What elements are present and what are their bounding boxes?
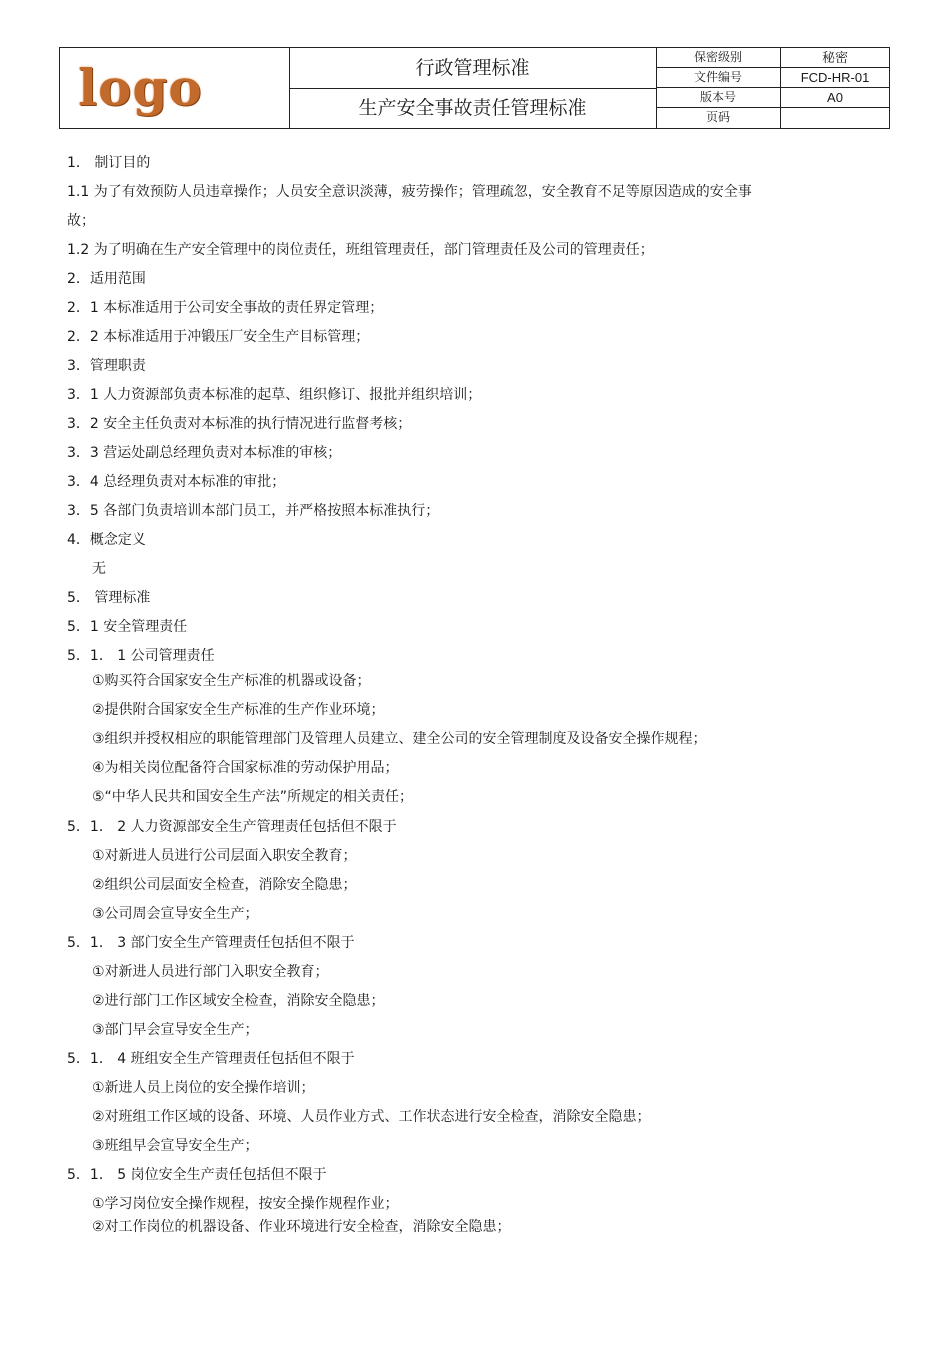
body-line: 无: [92, 561, 106, 577]
document-title: 生产安全事故责任管理标准: [289, 88, 657, 128]
page-number-value: [781, 108, 889, 128]
body-line: 2．1 本标准适用于公司安全事故的责任界定管理；: [67, 300, 384, 316]
body-line: 3．5 各部门负责培训本部门员工，并严格按照本标准执行；: [67, 503, 440, 519]
body-line: ⑤“中华人民共和国安全生产法”所规定的相关责任；: [92, 789, 414, 805]
document-number-label: 文件编号: [656, 68, 781, 88]
body-line: 5．1 安全管理责任: [67, 619, 188, 635]
document-header: [59, 47, 890, 129]
company-logo: logo: [78, 58, 203, 117]
body-line: 3．3 营运处副总经理负责对本标准的审核；: [67, 445, 342, 461]
body-line: 5．1． 5 岗位安全生产责任包括但不限于: [67, 1167, 327, 1183]
document-number-value: FCD-HR-01: [781, 68, 889, 88]
body-line: ①学习岗位安全操作规程，按安全操作规程作业；: [92, 1196, 399, 1212]
body-line: 5． 管理标准: [67, 590, 151, 606]
version-value: A0: [781, 88, 889, 108]
logo-cell: [60, 48, 290, 128]
body-line: 3．4 总经理负责对本标准的审批；: [67, 474, 286, 490]
body-line: ②对班组工作区域的设备、环境、人员作业方式、工作状态进行安全检查，消除安全隐患；: [92, 1109, 651, 1125]
body-line: 1． 制订目的: [67, 155, 151, 171]
body-line: ①新进人员上岗位的安全操作培训；: [92, 1080, 315, 1096]
body-line: ②对工作岗位的机器设备、作业环境进行安全检查，消除安全隐患；: [92, 1219, 511, 1235]
body-line: 2．2 本标准适用于冲锻压厂安全生产目标管理；: [67, 329, 370, 345]
confidentiality-value: 秘密: [781, 48, 889, 68]
body-line: ①对新进人员进行公司层面入职安全教育；: [92, 848, 357, 864]
body-line: 3．1 人力资源部负责本标准的起草、组织修订、报批并组织培训；: [67, 387, 482, 403]
body-line: ②组织公司层面安全检查，消除安全隐患；: [92, 877, 357, 893]
body-line: 3．管理职责: [67, 358, 146, 374]
body-line: ②进行部门工作区域安全检查，消除安全隐患；: [92, 993, 385, 1009]
body-line: ③组织并授权相应的职能管理部门及管理人员建立、建全公司的安全管理制度及设备安全操作规程；: [92, 731, 707, 747]
body-line: ④为相关岗位配备符合国家标准的劳动保护用品；: [92, 760, 399, 776]
version-label: 版本号: [656, 88, 781, 108]
body-line: ③部门早会宣导安全生产；: [92, 1022, 259, 1038]
body-line: 4．概念定义: [67, 532, 146, 548]
body-line: ①对新进人员进行部门入职安全教育；: [92, 964, 329, 980]
body-line: 5．1． 3 部门安全生产管理责任包括但不限于: [67, 935, 355, 951]
body-line: ③公司周会宣导安全生产；: [92, 906, 259, 922]
body-line: 1.2 为了明确在生产安全管理中的岗位责任，班组管理责任，部门管理责任及公司的管理责任；: [67, 242, 654, 258]
confidentiality-label: 保密级别: [656, 48, 781, 68]
body-line: 5．1． 1 公司管理责任: [67, 648, 215, 664]
category-title: 行政管理标准: [289, 48, 657, 89]
body-line: 1.1 为了有效预防人员违章操作；人员安全意识淡薄，疲劳操作；管理疏忽，安全教育不足等原因造成的安全事: [67, 184, 752, 200]
body-line: 3．2 安全主任负责对本标准的执行情况进行监督考核；: [67, 416, 412, 432]
body-line: ②提供附合国家安全生产标准的生产作业环境；: [92, 702, 385, 718]
body-line: 2．适用范围: [67, 271, 146, 287]
body-line: 5．1． 4 班组安全生产管理责任包括但不限于: [67, 1051, 355, 1067]
body-line: 5．1． 2 人力资源部安全生产管理责任包括但不限于: [67, 819, 397, 835]
body-line: 故；: [67, 213, 95, 229]
body-line: ③班组早会宣导安全生产；: [92, 1138, 259, 1154]
page-number-label: 页码: [656, 108, 781, 128]
body-line: ①购买符合国家安全生产标准的机器或设备；: [92, 673, 371, 689]
